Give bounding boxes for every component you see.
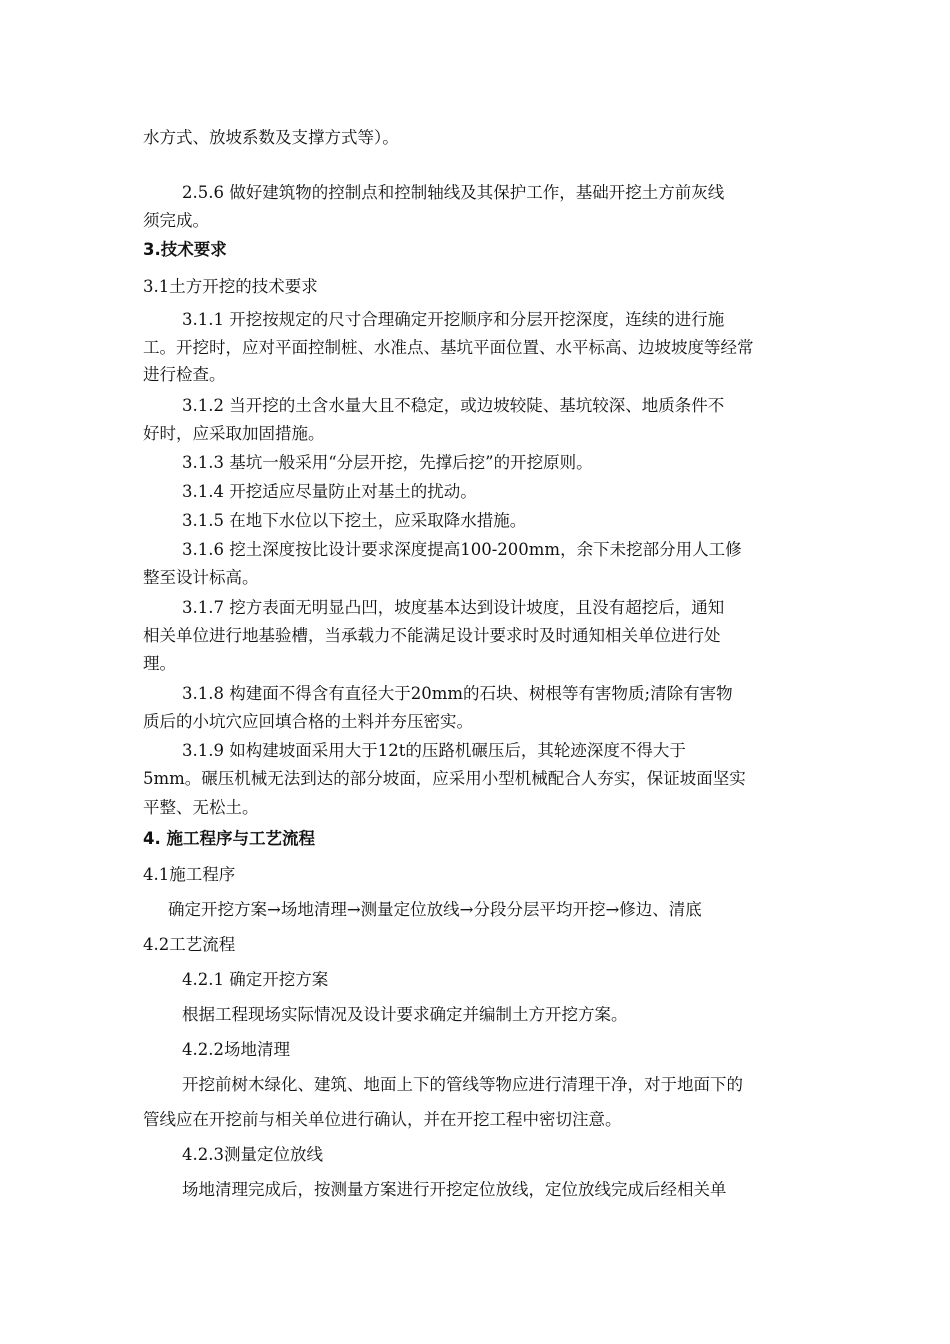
text-line: 质后的小坑穴应回填合格的土料并夯压密实。	[143, 712, 473, 731]
clause-3-1-8: 3.1.8 构建面不得含有直径大于20mm的石块、树根等有害物质;清除有害物	[182, 684, 733, 703]
clause-3-1-7: 3.1.7 挖方表面无明显凸凹，坡度基本达到设计坡度，且没有超挖后，通知	[182, 598, 725, 617]
section-heading-4: 4. 施工程序与工艺流程	[143, 829, 315, 848]
clause-2-5-6: 2.5.6 做好建筑物的控制点和控制轴线及其保护工作，基础开挖土方前灰线	[182, 183, 725, 202]
text-line: 水方式、放坡系数及支撑方式等）。	[143, 128, 399, 147]
clause-3-1-1: 3.1.1 开挖按规定的尺寸合理确定开挖顺序和分层开挖深度，连续的进行施	[182, 310, 725, 329]
clause-4-2-2: 4.2.2场地清理	[182, 1040, 290, 1059]
text-line: 场地清理完成后，按测量方案进行开挖定位放线，定位放线完成后经相关单	[182, 1180, 727, 1199]
text-line: 管线应在开挖前与相关单位进行确认，并在开挖工程中密切注意。	[143, 1110, 622, 1129]
text-line: 工。开挖时，应对平面控制桩、水准点、基坑平面位置、水平标高、边坡坡度等经常	[143, 338, 754, 357]
text-line: 5mm。碾压机械无法到达的部分坡面，应采用小型机械配合人夯实，保证坡面坚实	[143, 769, 746, 788]
text-line: 须完成。	[143, 211, 209, 230]
clause-4-2-1: 4.2.1 确定开挖方案	[182, 970, 329, 989]
subsection-heading-3-1: 3.1土方开挖的技术要求	[143, 277, 318, 296]
clause-3-1-4: 3.1.4 开挖适应尽量防止对基土的扰动。	[182, 482, 477, 501]
subsection-heading-4-1: 4.1施工程序	[143, 865, 236, 884]
text-line: 进行检查。	[143, 365, 226, 384]
text-line: 开挖前树木绿化、建筑、地面上下的管线等物应进行清理干净，对于地面下的	[182, 1075, 743, 1094]
clause-3-1-2: 3.1.2 当开挖的土含水量大且不稳定，或边坡较陡、基坑较深、地质条件不	[182, 396, 725, 415]
text-line: 好时，应采取加固措施。	[143, 424, 325, 443]
clause-3-1-9: 3.1.9 如构建坡面采用大于12t的压路机碾压后，其轮迹深度不得大于	[182, 741, 686, 760]
text-line: 根据工程现场实际情况及设计要求确定并编制土方开挖方案。	[182, 1005, 628, 1024]
section-heading-3: 3.技术要求	[143, 240, 227, 259]
clause-3-1-6: 3.1.6 挖土深度按比设计要求深度提高100-200mm，余下未挖部分用人工修	[182, 540, 742, 559]
clause-3-1-3: 3.1.3 基坑一般采用“分层开挖，先撑后挖”的开挖原则。	[182, 453, 593, 472]
subsection-heading-4-2: 4.2工艺流程	[143, 935, 236, 954]
process-flow: 确定开挖方案→场地清理→测量定位放线→分段分层平均开挖→修边、清底	[168, 900, 702, 919]
text-line: 理。	[143, 654, 176, 673]
text-line: 平整、无松土。	[143, 798, 259, 817]
text-line: 整至设计标高。	[143, 568, 259, 587]
clause-4-2-3: 4.2.3测量定位放线	[182, 1145, 323, 1164]
clause-3-1-5: 3.1.5 在地下水位以下挖土，应采取降水措施。	[182, 511, 527, 530]
text-line: 相关单位进行地基验槽，当承载力不能满足设计要求时及时通知相关单位进行处	[143, 626, 721, 645]
